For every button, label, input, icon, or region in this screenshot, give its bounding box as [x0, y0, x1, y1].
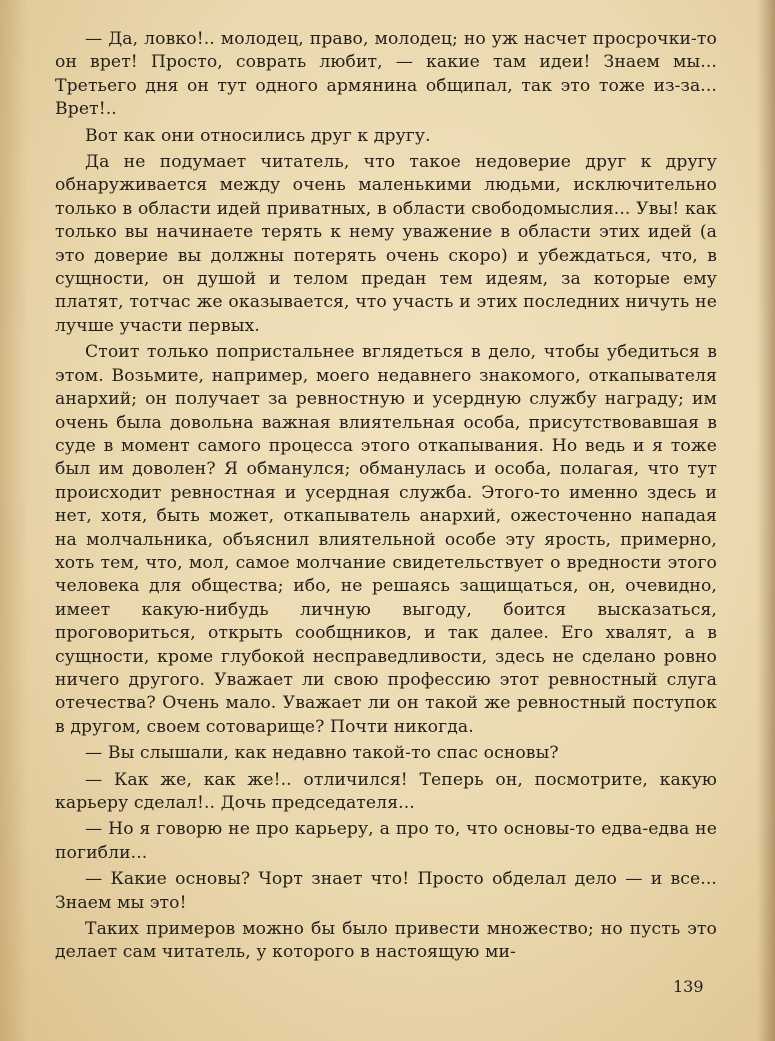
- paragraph-1: — Да, ловко!.. молодец, право, молодец; но уж насчет просрочки-то он врет! Просто, соврать любит, — какие там идеи! Знаем мы... Третьего дня он тут одного армянина общипал, так это тоже из-за... Врет!..: [55, 29, 717, 120]
- page-text: [55, 28, 717, 968]
- paragraph-5: — Вы слышали, как недавно такой-то спас основы?: [85, 743, 559, 764]
- paragraph-7: — Но я говорю не про карьеру, а про то, что основы-то едва-едва не погибли...: [55, 819, 717, 863]
- paragraph-8: — Какие основы? Чорт знает что! Просто обделал дело — и все... Знаем мы это!: [55, 869, 717, 913]
- paragraph-6: — Как же, как же!.. отличился! Теперь он, посмотрите, какую карьеру сделал!.. Дочь председателя...: [55, 769, 717, 813]
- paragraph-9: Таких примеров можно бы было привести множество; но пусть это делает сам читатель, у которого в настоящую ми-: [55, 919, 717, 963]
- paragraph-2: Вот как они относились друг к другу.: [85, 125, 431, 146]
- paragraph-3: Да не подумает читатель, что такое недоверие друг к другу обнаруживается между очень маленькими людьми, исключительно только в области идей приватных, в области свободомыслия... Увы! как только вы начинаете терять к нему уважение в области этих идей (а это доверие вы должны потерять очень скоро) и убеждаться, что, в сущности, он душой и телом предан тем идеям, за которые ему платят, тотчас же оказывается, что участь и этих последних ничуть не лучше участи первых.: [55, 152, 717, 336]
- paragraph-4: Стоит только попристальнее вглядеться в дело, чтобы убедиться в этом. Возьмите, например, моего недавнего знакомого, откапывателя анархий; он получает за ревностную и усердную службу награду; им очень была довольна важная влиятельная особа, присутствовавшая в суде в момент самого процесса этого откапывания. Но ведь и я тоже был им доволен? Я обманулся; обманулась и особа, полагая, что тут происходит ревностная и усердная служба. Этого-то именно здесь и нет, хотя, быть может, откапыватель анархий, ожесточенно нападая на молчальника, объяснил влиятельной особе эту ярость, примерно, хоть тем, что, мол, самое молчание свидетельствует о вредности этого человека для общества; ибо, не решаясь защищаться, он, очевидно, имеет какую-нибудь личную выгоду, боится высказаться, проговориться, открыть сообщников, и так далее. Его хвалят, а в сущности, кроме глубокой несправедливости, здесь не сделано ровно ничего другого. Уважает ли свою профессию этот ревностный слуга отечества? Очень мало. Уважает ли он такой же ревностный поступок в другом, своем сотоварище? Почти никогда.: [55, 342, 717, 737]
- page-number: 139: [673, 977, 704, 996]
